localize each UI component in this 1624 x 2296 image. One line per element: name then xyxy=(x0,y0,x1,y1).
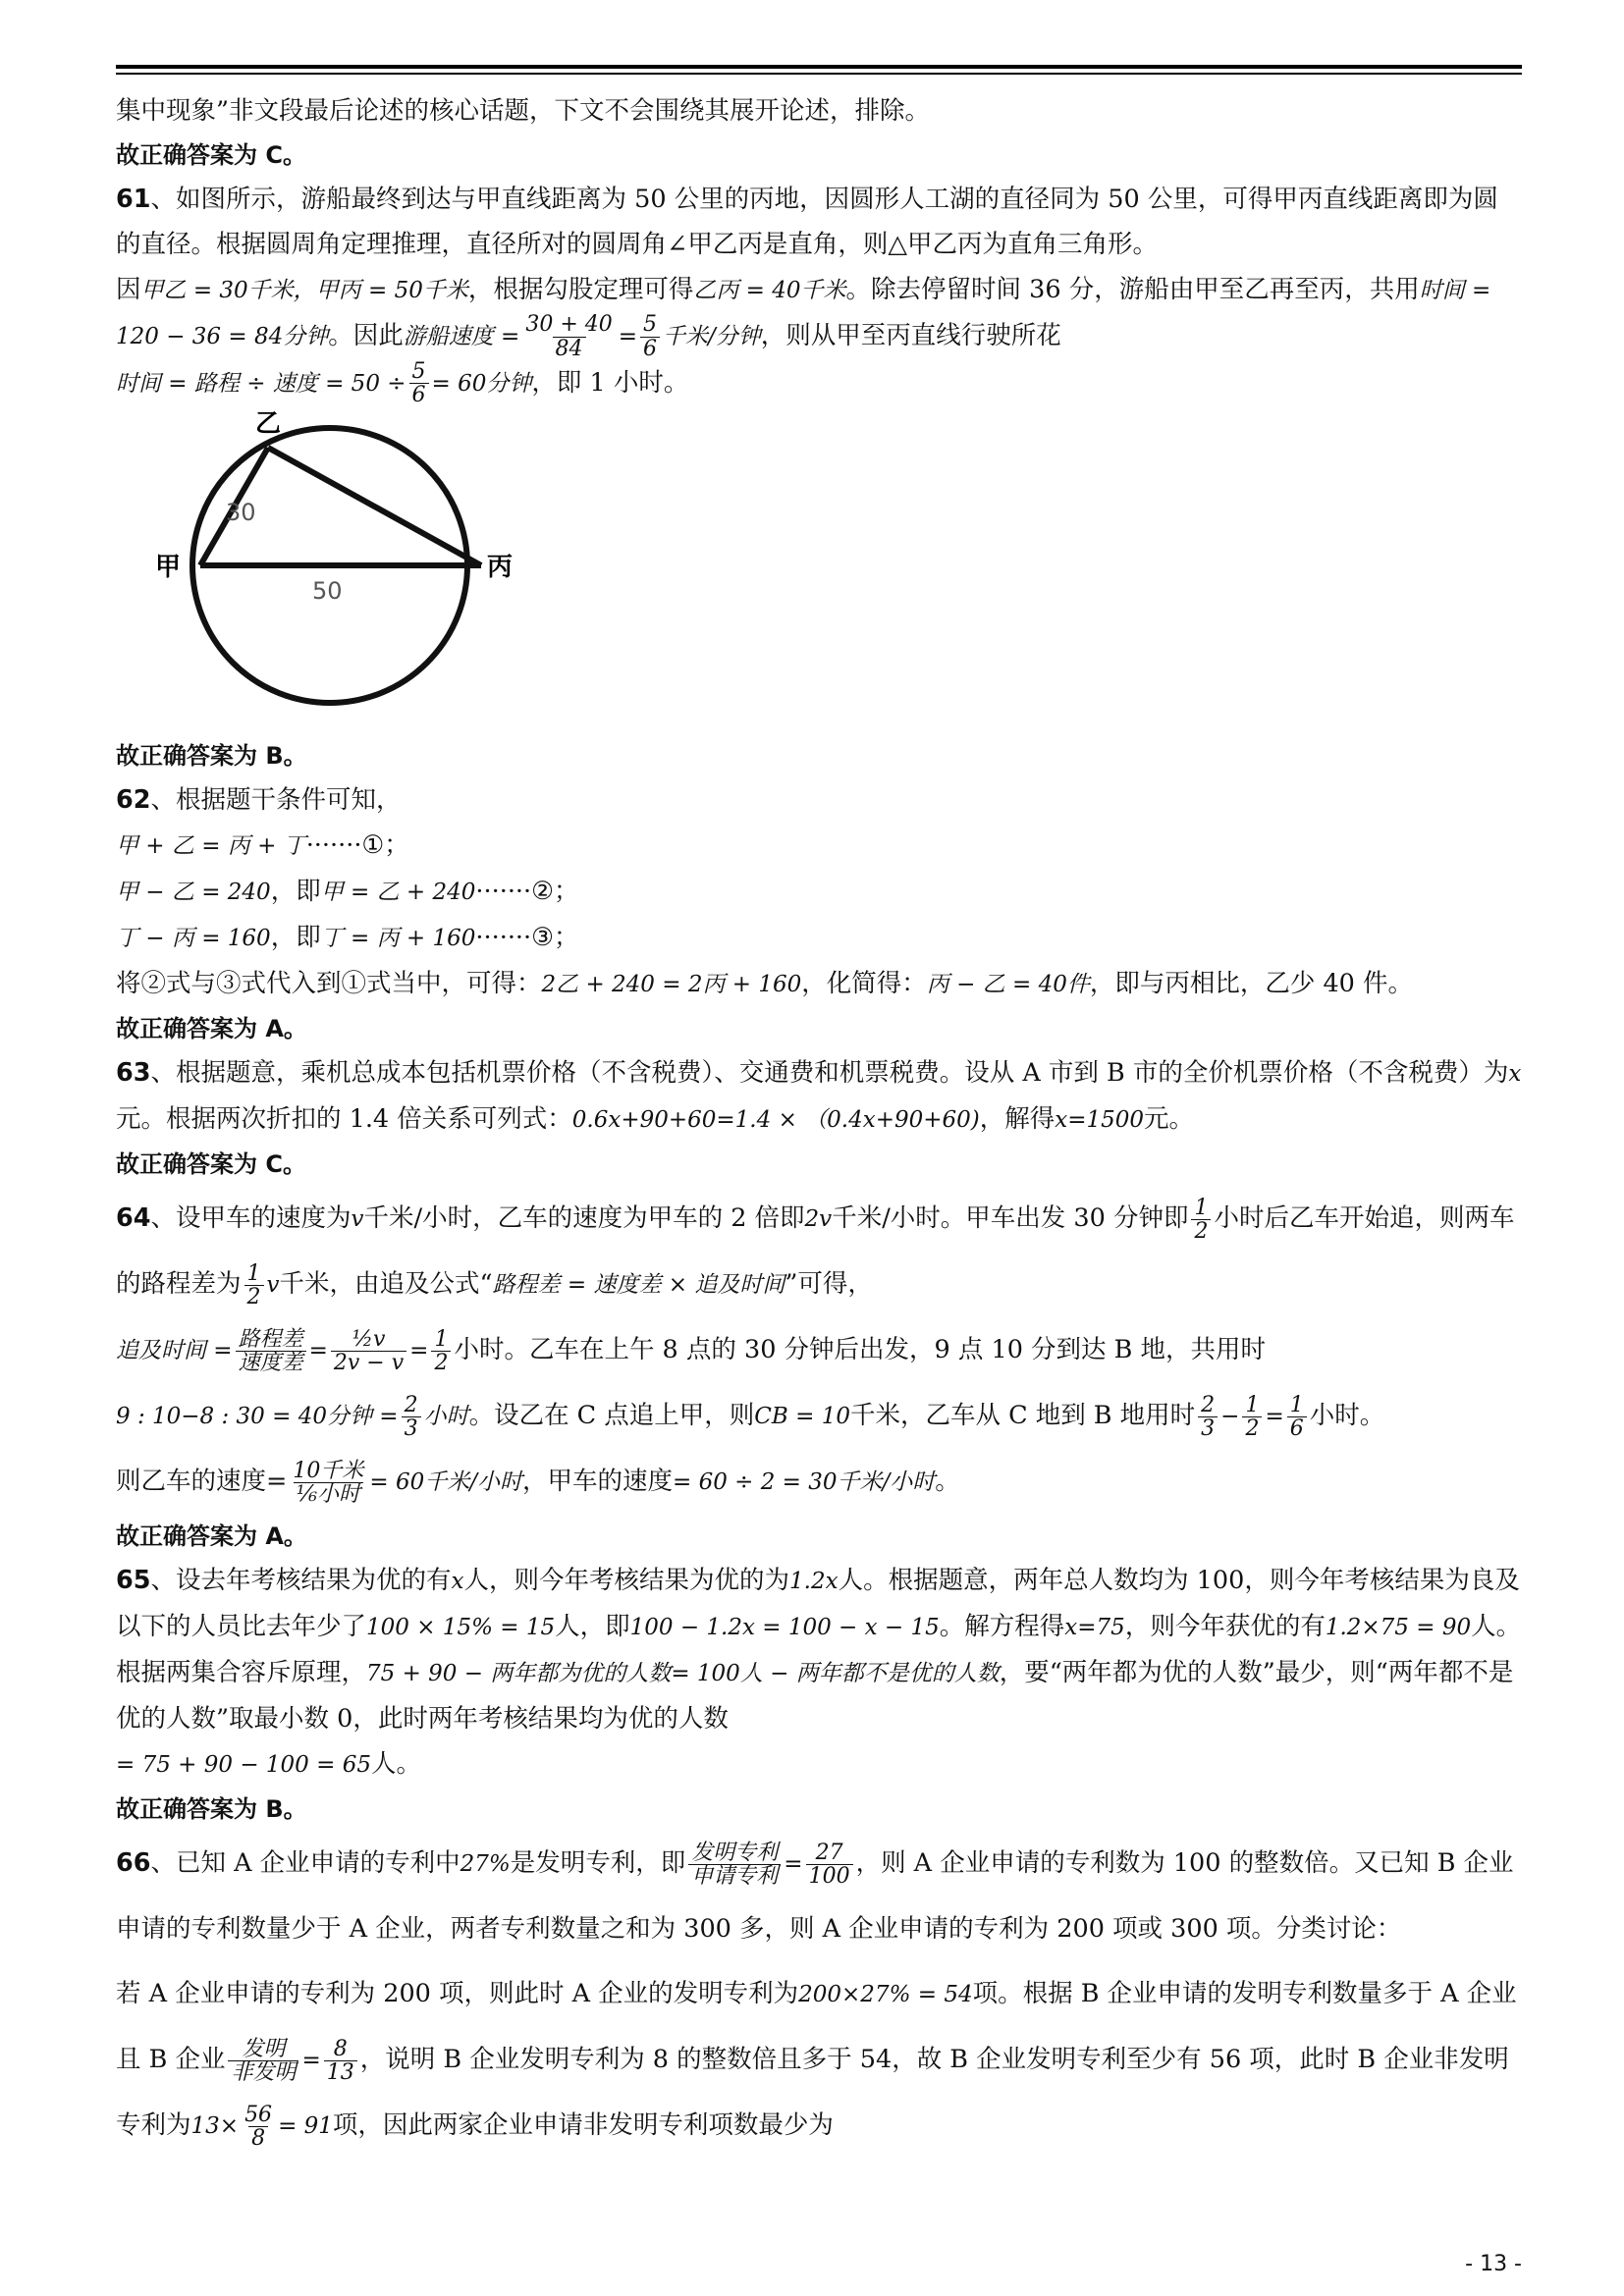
question-number: 62 xyxy=(116,785,151,816)
formula: = 91 xyxy=(278,2113,333,2140)
text: 、根据题意，乘机总成本包括机票价格（不含税费）、交通费和机票税费。设从 A 市到 B 市的全价机票价格（不含税费）为 xyxy=(150,1058,1509,1089)
fraction xyxy=(1287,1394,1307,1440)
length-ac: 50 xyxy=(312,577,343,606)
denominator: 8 xyxy=(248,2126,268,2150)
denominator: 2 xyxy=(1242,1416,1262,1440)
fraction xyxy=(324,2038,357,2084)
text: 因 xyxy=(116,275,141,304)
text: ，要“两年都为优的人数”最少，则“两年都不是优的人数”取最小数 0，此时两年考核结果均为优的人数 xyxy=(116,1658,1514,1735)
formula: = xyxy=(1265,1404,1284,1430)
question-number: 63 xyxy=(116,1058,151,1089)
formula: 13× xyxy=(190,2113,240,2140)
label-c: 丙 xyxy=(487,553,514,583)
numerator: 2 xyxy=(1201,1392,1216,1417)
denominator: 6 xyxy=(640,337,660,360)
formula: 追及时间 = xyxy=(116,1338,233,1364)
numerator: 1 xyxy=(1289,1392,1304,1417)
text: 。解方程得 xyxy=(939,1612,1065,1642)
formula: 9 : 10−8 : 30 = 40分钟 = xyxy=(116,1404,399,1430)
fraction xyxy=(522,313,615,359)
denominator: 2 xyxy=(244,1285,264,1308)
text: 元。根据两次折扣的 1.4 倍关系可列式： xyxy=(116,1104,572,1135)
variable: x xyxy=(451,1569,464,1595)
numerator: 5 xyxy=(411,359,426,384)
numerator: 2 xyxy=(404,1392,418,1417)
text: 若 A 企业申请的专利为 200 项，则此时 A 企业的发明专利为 xyxy=(116,1979,799,2009)
text: 千米，乙车从 C 地到 B 地用时 xyxy=(849,1401,1196,1431)
answer-60: 故正确答案为 C。 xyxy=(116,141,306,169)
formula: 丙 − 乙 = 40件 xyxy=(926,972,1090,998)
fraction xyxy=(331,1328,406,1374)
question-62 xyxy=(116,777,1522,1007)
formula: 1.2x xyxy=(789,1569,839,1595)
formula: − xyxy=(1220,1404,1240,1430)
formula: = 60 ÷ 2 = 30千米/小时 xyxy=(673,1469,936,1496)
page-content xyxy=(116,88,1522,2159)
question-number: 61 xyxy=(116,185,151,214)
text: 、根据题干条件可知， xyxy=(150,785,402,816)
text: 人，则今年考核结果为优的为 xyxy=(463,1566,790,1596)
text: 集中现象”非文段最后论述的核心话题，下文不会围绕其展开论述，排除。 xyxy=(116,96,931,126)
fraction xyxy=(236,1328,306,1374)
variable: 2v xyxy=(804,1206,833,1233)
formula: 200×27% = 54 xyxy=(798,1982,973,2008)
text: 人。 xyxy=(370,1749,421,1780)
text: ，则今年获优的有 xyxy=(1124,1612,1326,1642)
answer-64: 故正确答案为 A。 xyxy=(116,1522,307,1551)
text: ，根据勾股定理可得 xyxy=(467,275,694,304)
text: 、如图所示，游船最终到达与甲直线距离为 50 公里的丙地，因圆形人工湖的直径同为 50 公里，可得甲丙直线距离即为圆的直径。根据圆周角定理推理，直径所对的圆周角∠甲乙丙是直角，则 xyxy=(116,185,1498,259)
fraction xyxy=(688,1842,781,1888)
text: ，则从甲至丙直线行驶所花 xyxy=(760,321,1061,350)
denominator: 84 xyxy=(553,337,586,360)
denominator: 100 xyxy=(806,1864,853,1888)
formula: = 75 + 90 − 100 = 65 xyxy=(116,1752,371,1779)
numerator: 1 xyxy=(434,1326,449,1352)
formula: 路程差 = 速度差 × 追及时间 xyxy=(492,1272,785,1299)
denominator: 6 xyxy=(1287,1416,1307,1440)
equation: 丁 − 丙 = 160 xyxy=(116,926,271,952)
text: 、已知 A 企业申请的专利中 xyxy=(150,1848,460,1879)
formula: x=1500 xyxy=(1055,1107,1145,1134)
formula: 100 − 1.2x = 100 − x − 15 xyxy=(629,1615,940,1641)
denominator: 3 xyxy=(1198,1416,1218,1440)
text: 千米/小时。甲车出发 30 分钟即 xyxy=(832,1203,1189,1234)
fraction xyxy=(409,360,429,406)
fraction xyxy=(431,1328,451,1374)
formula: 游船速度 = xyxy=(403,324,520,349)
fraction xyxy=(1242,1394,1262,1440)
fraction xyxy=(244,1262,264,1308)
question-number: 66 xyxy=(116,1848,151,1879)
text: ·······②； xyxy=(475,877,579,907)
circle-triangle-diagram xyxy=(116,410,548,734)
formula: = 60分钟 xyxy=(431,370,532,397)
question-number: 65 xyxy=(116,1566,151,1596)
header-rule-thick xyxy=(116,65,1522,69)
numerator: 27 xyxy=(815,1840,843,1865)
answer-61: 故正确答案为 B。 xyxy=(116,742,307,771)
text: 甲乙丙为直角三角形。 xyxy=(907,230,1159,259)
fraction xyxy=(242,2104,275,2150)
equation: 丁 = 丙 + 160 xyxy=(320,926,476,952)
text: ，即 1 小时。 xyxy=(531,367,689,398)
formula: = xyxy=(308,1338,328,1364)
text: ，解得 xyxy=(979,1104,1056,1135)
fraction xyxy=(1191,1197,1211,1243)
formula: 75 + 90 − 两年都为优的人数= 100人 − 两年都不是优的人数 xyxy=(366,1661,1000,1687)
label-a: 甲 xyxy=(155,553,182,583)
fraction xyxy=(640,313,660,359)
answer-63: 故正确答案为 C。 xyxy=(116,1150,306,1179)
text: 。 xyxy=(935,1467,960,1497)
text: 。除去停留时间 36 分，游船由甲至乙再至丙，共用 xyxy=(845,275,1420,304)
text: ，则 A 企业申请的专利数为 100 的整数倍。又已知 B 企业申请的专利数量少于 A 企业，两者专利数量之和为 300 多，则 A 企业申请的专利为 200 项或 300 项。分类讨论： xyxy=(116,1848,1514,1945)
text: 人。根据题意，两年总人数均为 100，则今年考核结果为良及以下的人员比去年少了 xyxy=(116,1566,1520,1642)
numerator: 1 xyxy=(1194,1195,1209,1220)
formula: 千米/分钟 xyxy=(663,324,761,349)
numerator: 8 xyxy=(333,2036,348,2061)
formula: = xyxy=(409,1338,429,1364)
numerator: 发明专利 xyxy=(691,1840,779,1865)
formula: 小时 xyxy=(423,1404,469,1430)
text: 项，因此两家企业申请非发明专利项数最少为 xyxy=(332,2110,834,2141)
text: ，化简得： xyxy=(801,969,927,999)
equation: 甲 + 乙 = 丙 + 丁 xyxy=(116,833,306,860)
denominator: 速度差 xyxy=(236,1351,306,1374)
fraction xyxy=(290,1460,366,1506)
formula: 0.6x+90+60=1.4 × （0.4x+90+60) xyxy=(571,1107,980,1134)
text: 千米/小时，乙车的速度为甲车的 2 倍即 xyxy=(363,1203,805,1234)
formula: = xyxy=(784,1851,803,1878)
text: 、设去年考核结果为优的有 xyxy=(150,1566,452,1596)
formula: = xyxy=(301,2048,321,2074)
numerator: 发明 xyxy=(242,2036,286,2061)
text: ·······①； xyxy=(305,830,409,861)
numerator: 路程差 xyxy=(238,1326,303,1352)
formula: 时间 = 120 − 36 = 84分钟 xyxy=(116,278,1491,349)
paragraph-60-tail xyxy=(116,88,1522,133)
formula: 时间 = 路程 ÷ 速度 = 50 ÷ xyxy=(116,370,406,397)
answer-65: 故正确答案为 B。 xyxy=(116,1795,307,1824)
text: 小时。乙车在上午 8 点的 30 分钟后出发，9 点 10 分到达 B 地，共用时 xyxy=(454,1335,1266,1365)
denominator: 13 xyxy=(324,2060,357,2084)
text: 是发明专利，即 xyxy=(510,1848,686,1879)
fraction xyxy=(402,1394,421,1440)
triangle-symbol: △ xyxy=(888,230,907,259)
numerator: 10千米 xyxy=(293,1458,364,1483)
text: ·······③； xyxy=(475,923,579,953)
denominator: ⅙小时 xyxy=(294,1482,363,1506)
denominator: 非发明 xyxy=(228,2060,298,2084)
numerator: 5 xyxy=(643,312,658,338)
text: ”可得， xyxy=(785,1269,873,1300)
formula: 甲乙 = 30千米，甲丙 = 50千米 xyxy=(140,278,468,303)
denominator: 申请专利 xyxy=(688,1864,781,1888)
fraction xyxy=(806,1842,853,1888)
question-61 xyxy=(116,177,1522,406)
formula: 1.2×75 = 90 xyxy=(1325,1615,1472,1641)
variable: v xyxy=(266,1272,280,1299)
text: 。因此 xyxy=(328,321,404,350)
numerator: 30 + 40 xyxy=(525,312,613,338)
fraction xyxy=(228,2038,298,2084)
formula: CB = 10 xyxy=(754,1404,850,1430)
denominator: 3 xyxy=(402,1416,421,1440)
numerator: 56 xyxy=(244,2102,273,2127)
text: 将②式与③式代入到①式当中，可得： xyxy=(116,969,542,999)
length-ab: 30 xyxy=(226,499,256,527)
text: 人。根据两集合容斥原理， xyxy=(116,1612,1522,1688)
formula: x=75 xyxy=(1064,1615,1125,1641)
formula: 乙丙 = 40千米 xyxy=(693,278,846,303)
text: ，说明 B 企业发明专利为 8 的整数倍且多于 54，故 B 企业发明专利至少有 56 项，此时 B 企业非发明专利为 xyxy=(116,2045,1509,2141)
text: 则乙车的速度= xyxy=(116,1467,288,1497)
formula: 100 × 15% = 15 xyxy=(366,1615,556,1641)
text: ，即 xyxy=(270,923,321,953)
text: 元。 xyxy=(1144,1104,1195,1135)
text: 小时后乙车开始追，则两车的路程差为 xyxy=(116,1203,1515,1300)
equation: 甲 − 乙 = 240 xyxy=(116,880,271,906)
text: ，即 xyxy=(270,877,321,907)
question-64 xyxy=(116,1186,1522,1515)
fraction xyxy=(1198,1394,1218,1440)
question-65 xyxy=(116,1558,1522,1788)
formula: 27% xyxy=(460,1851,511,1878)
text: 。设乙在 C 点追上甲，则 xyxy=(468,1401,755,1431)
denominator: 6 xyxy=(409,383,429,406)
formula: = 60千米/小时 xyxy=(369,1469,522,1496)
question-66 xyxy=(116,1831,1522,2159)
text: ，即与丙相比，乙少 40 件。 xyxy=(1089,969,1414,999)
text: 千米，由追及公式“ xyxy=(279,1269,493,1300)
text: 人，即 xyxy=(555,1612,630,1642)
numerator: 1 xyxy=(246,1260,261,1286)
numerator: 1 xyxy=(1245,1392,1260,1417)
page-number: - 13 - xyxy=(1465,2252,1522,2276)
equation: 甲 = 乙 + 240 xyxy=(320,880,476,906)
formula: 2乙 + 240 = 2丙 + 160 xyxy=(541,972,802,998)
denominator: 2v − v xyxy=(331,1351,406,1374)
side-bc xyxy=(268,448,481,565)
denominator: 2 xyxy=(431,1351,451,1374)
variable: v xyxy=(351,1206,364,1233)
question-number: 64 xyxy=(116,1203,151,1234)
formula: = xyxy=(618,324,638,349)
denominator: 2 xyxy=(1191,1219,1211,1243)
label-b: 乙 xyxy=(255,410,282,440)
variable: x xyxy=(1508,1061,1522,1088)
question-63 xyxy=(116,1050,1522,1143)
header-rule-thin xyxy=(116,73,1522,75)
text: 项。根据 B 企业申请的发明专利数量多于 A 企业且 B 企业 xyxy=(116,1979,1517,2075)
text: 、设甲车的速度为 xyxy=(150,1203,352,1234)
numerator: ½v xyxy=(352,1326,386,1352)
text: 小时。 xyxy=(1309,1401,1385,1431)
answer-62: 故正确答案为 A。 xyxy=(116,1015,307,1043)
text: ，甲车的速度 xyxy=(521,1467,673,1497)
